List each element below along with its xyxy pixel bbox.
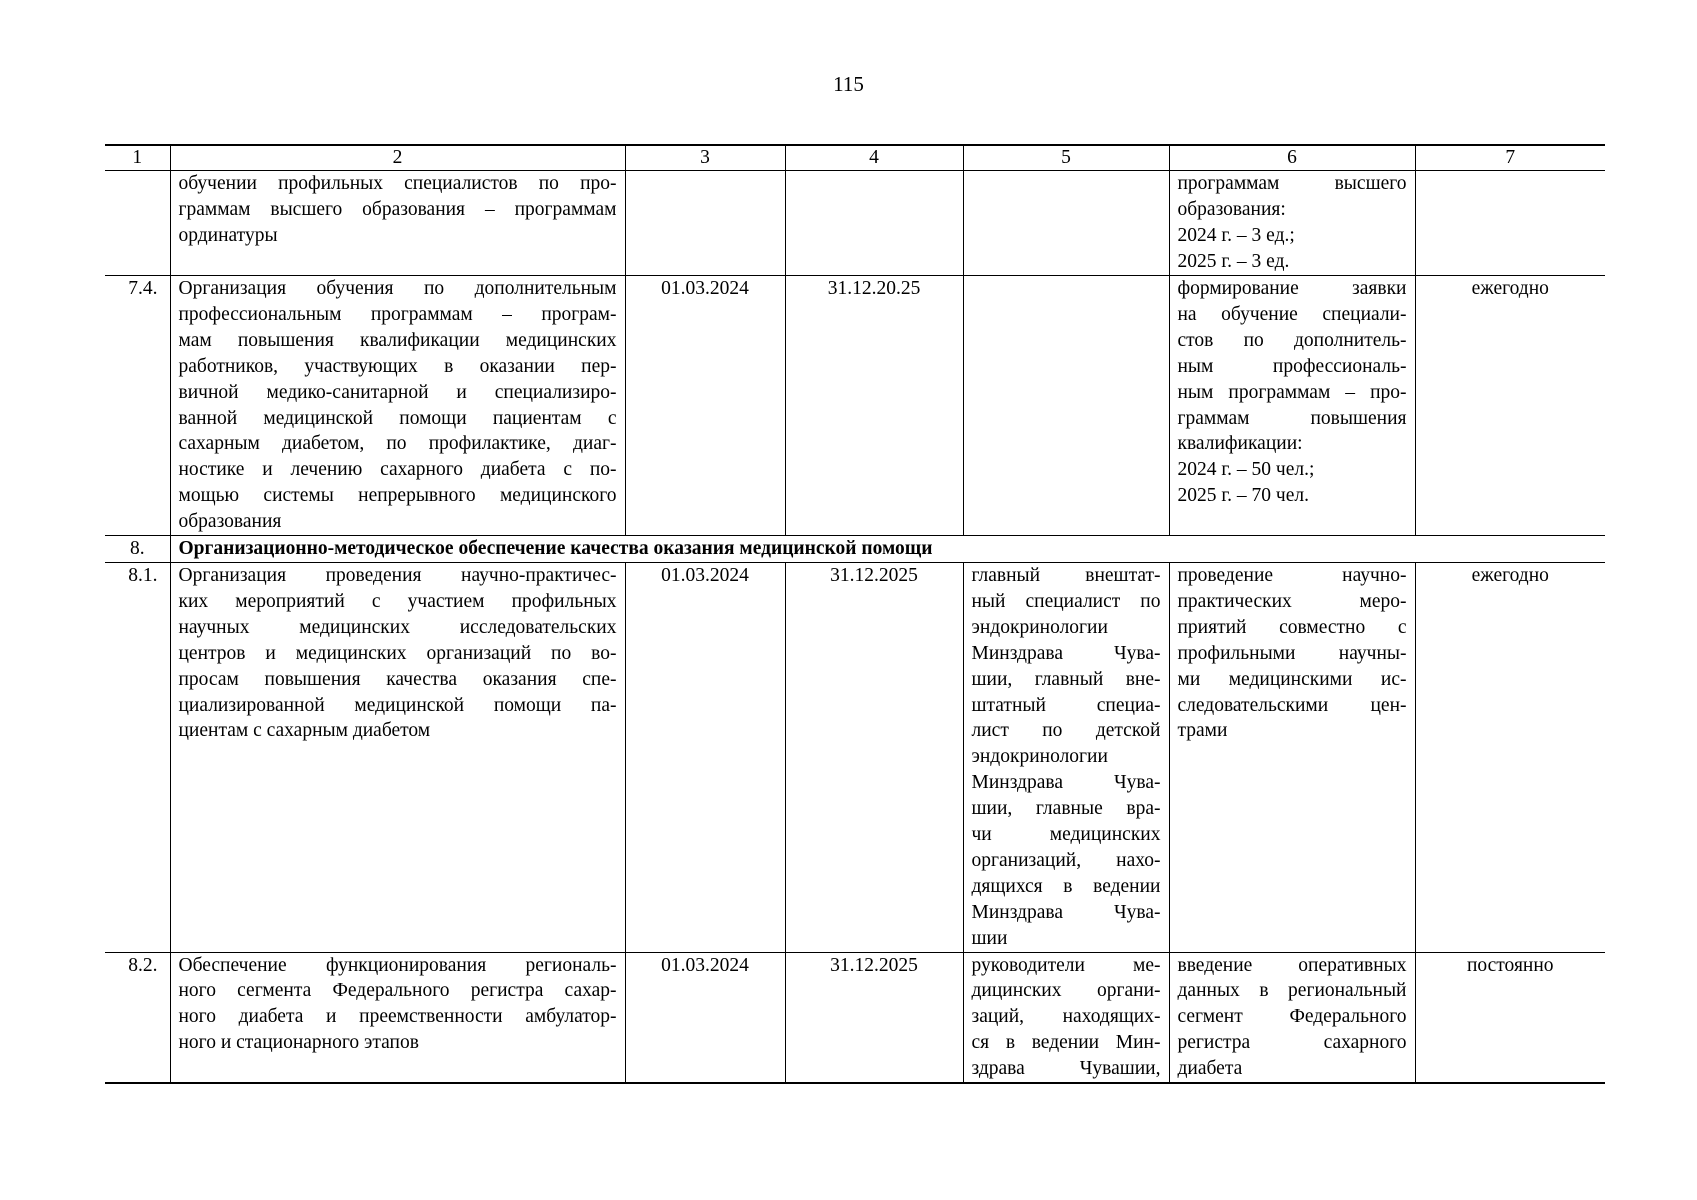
- section-number: 8.: [105, 536, 170, 563]
- activity-line: ного и стационарного этапов: [178, 1032, 419, 1054]
- end-date: [785, 171, 963, 276]
- header-cell-5: 5: [963, 145, 1169, 171]
- result-line: стов по дополнитель-: [1177, 329, 1407, 351]
- responsible-line: главный внештат-: [971, 564, 1161, 586]
- activity-line: мам повышения квалификации медицинских: [178, 329, 617, 351]
- activity-line: Обеспечение функционирования региональ-: [178, 954, 617, 976]
- result-cell: [1169, 171, 1415, 276]
- result-line: следовательскими цен-: [1177, 694, 1407, 716]
- periodicity: ежегодно: [1415, 562, 1605, 952]
- result-cell: [1169, 562, 1415, 952]
- result-line: приятий совместно с: [1177, 616, 1407, 638]
- activity-line: граммам высшего образования – программам: [178, 198, 617, 220]
- table-row: [105, 952, 1605, 1083]
- responsible-cell: [963, 562, 1169, 952]
- activity-line: профессиональным программам – програм-: [178, 303, 617, 325]
- result-line: ным программам – про-: [1177, 381, 1407, 403]
- table-row: [105, 276, 1605, 536]
- responsible-line: здрава Чувашии,: [971, 1058, 1161, 1080]
- header-cell-7: 7: [1415, 145, 1605, 171]
- responsible-line: шии, главный вне-: [971, 668, 1161, 690]
- end-date: 31.12.2025: [785, 562, 963, 952]
- result-line: граммам повышения: [1177, 407, 1407, 429]
- header-cell-3: 3: [625, 145, 785, 171]
- start-date: 01.03.2024: [625, 276, 785, 536]
- responsible-line: организаций, нахо-: [971, 849, 1161, 871]
- activity-line: мощью системы непрерывного медицинского: [178, 485, 617, 507]
- result-line: на обучение специали-: [1177, 303, 1407, 325]
- responsible-line: дицинских органи-: [971, 980, 1161, 1002]
- activity-line: вичной медико-санитарной и специализиро-: [178, 381, 617, 403]
- activity-line: обучении профильных специалистов по про-: [178, 173, 617, 194]
- header-cell-1: 1: [105, 145, 170, 171]
- result-line: трами: [1177, 720, 1228, 742]
- result-line: 2024 г. – 50 чел.;: [1177, 459, 1315, 481]
- responsible-line: Минздрава Чува-: [971, 901, 1161, 923]
- table-row: [105, 171, 1605, 276]
- result-line: 2025 г. – 70 чел.: [1177, 485, 1309, 507]
- periodicity: [1415, 171, 1605, 276]
- responsible-line: Минздрава Чува-: [971, 642, 1161, 664]
- result-line: ми медицинскими ис-: [1177, 668, 1407, 690]
- activity-line: ких мероприятий с участием профильных: [178, 590, 617, 612]
- responsible-line: шии: [971, 927, 1008, 949]
- table-row: [105, 562, 1605, 952]
- responsible-line: эндокринологии: [971, 746, 1108, 768]
- result-line: ным профессиональ-: [1177, 355, 1407, 377]
- start-date: [625, 171, 785, 276]
- activity-cell: [170, 276, 625, 536]
- start-date: 01.03.2024: [625, 952, 785, 1083]
- activity-cell: [170, 562, 625, 952]
- section-title: Организационно-методическое обеспечение качества оказания медицинской помощи: [170, 536, 1605, 563]
- activity-line: Организация проведения научно-практичес-: [178, 564, 617, 586]
- responsible-cell: [963, 171, 1169, 276]
- result-line: практических меро-: [1177, 590, 1407, 612]
- activity-line: ностике и лечению сахарного диабета с по-: [178, 459, 617, 481]
- activity-line: ного диабета и преемственности амбулатор-: [178, 1006, 617, 1028]
- result-line: профильными научны-: [1177, 642, 1407, 664]
- result-line: формирование заявки: [1177, 278, 1407, 299]
- responsible-line: ный специалист по: [971, 590, 1161, 612]
- start-date: 01.03.2024: [625, 562, 785, 952]
- result-line: квалификации:: [1177, 433, 1303, 455]
- activity-line: Организация обучения по дополнительным: [178, 278, 617, 299]
- activity-line: образования: [178, 511, 282, 533]
- header-cell-4: 4: [785, 145, 963, 171]
- result-cell: [1169, 276, 1415, 536]
- section-row: [105, 536, 1605, 563]
- responsible-cell: [963, 952, 1169, 1083]
- row-number: 7.4.: [105, 276, 170, 536]
- result-line: введение оперативных: [1177, 954, 1407, 976]
- end-date: 31.12.2025: [785, 952, 963, 1083]
- result-line: данных в региональный: [1177, 980, 1407, 1002]
- page-number: 115: [833, 72, 864, 96]
- responsible-line: шии, главные вра-: [971, 798, 1161, 820]
- header-cell-2: 2: [170, 145, 625, 171]
- responsible-line: ся в ведении Мин-: [971, 1032, 1161, 1054]
- responsible-line: заций, находящих-: [971, 1006, 1161, 1028]
- responsible-line: лист по детской: [971, 720, 1161, 742]
- activity-line: центров и медицинских организаций по во-: [178, 642, 617, 664]
- row-number: 8.2.: [105, 952, 170, 1083]
- result-line: регистра сахарного: [1177, 1032, 1407, 1054]
- activity-line: ванной медицинской помощи пациентам с: [178, 407, 617, 429]
- result-line: сегмент Федерального: [1177, 1006, 1407, 1028]
- result-line: проведение научно-: [1177, 564, 1407, 586]
- activity-line: работников, участвующих в оказании пер-: [178, 355, 617, 377]
- responsible-line: Минздрава Чува-: [971, 772, 1161, 794]
- responsible-line: штатный специа-: [971, 694, 1161, 716]
- activity-line: научных медицинских исследовательских: [178, 616, 617, 638]
- plan-table: [105, 144, 1605, 1084]
- result-line: 2025 г. – 3 ед.: [1177, 250, 1290, 272]
- responsible-line: дящихся в ведении: [971, 875, 1161, 897]
- periodicity: ежегодно: [1415, 276, 1605, 536]
- header-cell-6: 6: [1169, 145, 1415, 171]
- end-date: 31.12.20.25: [785, 276, 963, 536]
- activity-line: сахарным диабетом, по профилактике, диаг-: [178, 433, 617, 455]
- result-line: 2024 г. – 3 ед.;: [1177, 224, 1295, 246]
- responsible-cell: [963, 276, 1169, 536]
- activity-line: просам повышения качества оказания спе-: [178, 668, 617, 690]
- result-line: диабета: [1177, 1058, 1243, 1080]
- activity-cell: [170, 171, 625, 276]
- row-number: [105, 171, 170, 276]
- result-line: программам высшего: [1177, 173, 1407, 194]
- activity-line: ного сегмента Федерального регистра сахар-: [178, 980, 617, 1002]
- periodicity: постоянно: [1415, 952, 1605, 1083]
- activity-line: циентам с сахарным диабетом: [178, 720, 431, 742]
- activity-line: ординатуры: [178, 224, 278, 246]
- responsible-line: чи медицинских: [971, 824, 1161, 846]
- header-row: [105, 145, 1605, 171]
- row-number: 8.1.: [105, 562, 170, 952]
- result-line: образования:: [1177, 198, 1286, 220]
- responsible-line: эндокринологии: [971, 616, 1108, 638]
- result-cell: [1169, 952, 1415, 1083]
- activity-cell: [170, 952, 625, 1083]
- responsible-line: руководители ме-: [971, 954, 1161, 976]
- activity-line: циализированной медицинской помощи па-: [178, 694, 617, 716]
